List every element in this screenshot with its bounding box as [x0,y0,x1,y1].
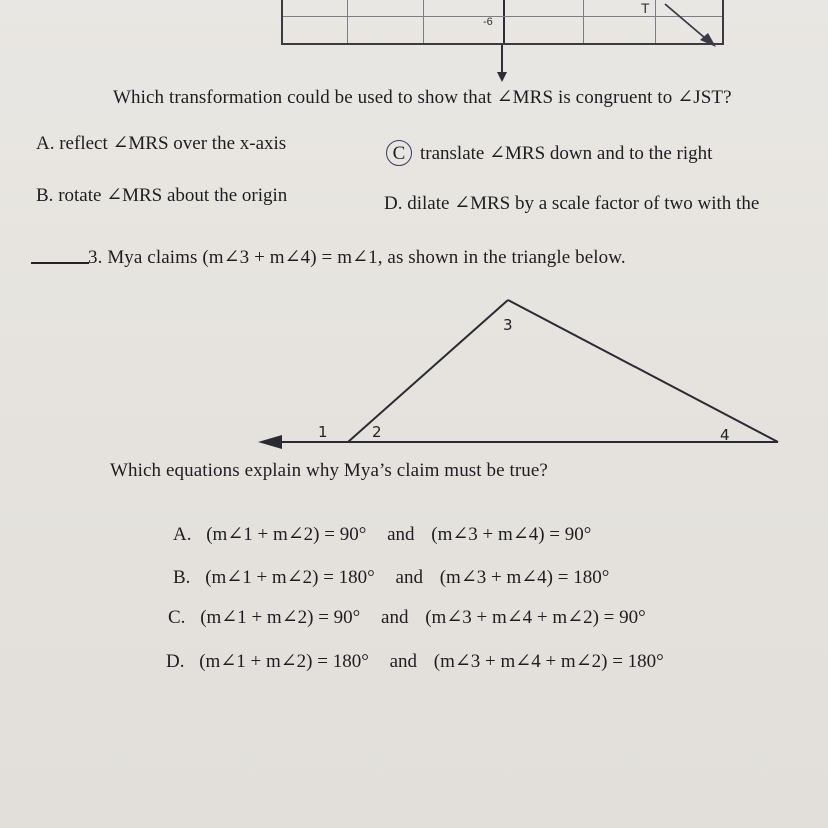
option-b[interactable] [36,184,287,207]
answer-letter: B. [173,567,191,588]
answer-left: (m∠1 + m∠2) = 180° [199,651,369,672]
circled-letter: C [386,140,412,166]
answer-and: and [387,524,415,545]
answer-blank[interactable] [31,262,89,264]
answer-left: (m∠1 + m∠2) = 90° [206,524,367,545]
answer-right: (m∠3 + m∠4 + m∠2) = 90° [425,607,646,628]
graph-arrows [0,0,828,90]
option-letter: D. [384,193,403,214]
answer-a[interactable] [173,523,591,546]
option-d[interactable] [384,192,759,215]
answer-right: (m∠3 + m∠4) = 180° [439,567,610,588]
answer-b[interactable] [173,566,609,589]
option-a[interactable] [36,132,286,155]
question-3-followup: Which equations explain why Mya’s claim must be true? [110,460,548,481]
angle-4-label: 4 [720,426,730,444]
question-number: 3. [88,247,103,268]
answer-and: and [389,651,418,672]
answer-c[interactable] [168,606,646,629]
question-2-prompt: Which transformation could be used to show that ∠MRS is congruent to ∠JST? [113,87,732,108]
option-text: rotate ∠MRS about the origin [58,185,288,206]
answer-d[interactable] [166,650,664,673]
option-letter: B. [36,185,54,206]
triangle-diagram [0,290,828,460]
answer-letter: C. [168,607,186,628]
answer-letter: D. [166,651,185,672]
answer-right: (m∠3 + m∠4) = 90° [431,524,592,545]
angle-3-label: 3 [503,316,513,334]
option-text: dilate ∠MRS by a scale factor of two with the [407,193,760,214]
option-letter: A. [36,133,55,154]
answer-left: (m∠1 + m∠2) = 90° [200,607,361,628]
point-label-t: T [641,0,650,16]
option-text: translate ∠MRS down and to the right [420,143,713,164]
option-text: reflect ∠MRS over the x-axis [59,133,287,154]
option-c[interactable] [386,140,712,166]
answer-left: (m∠1 + m∠2) = 180° [205,567,375,588]
angle-2-label: 2 [372,423,382,441]
y-tick-label: -6 [483,16,493,28]
answer-right: (m∠3 + m∠4 + m∠2) = 180° [433,651,664,672]
answer-and: and [381,607,409,628]
question-text: Mya claims (m∠3 + m∠4) = m∠1, as shown in the triangle below. [107,247,626,268]
answer-letter: A. [173,524,192,545]
answer-and: and [395,567,423,588]
question-3-prompt [88,246,626,269]
angle-1-label: 1 [318,423,328,441]
